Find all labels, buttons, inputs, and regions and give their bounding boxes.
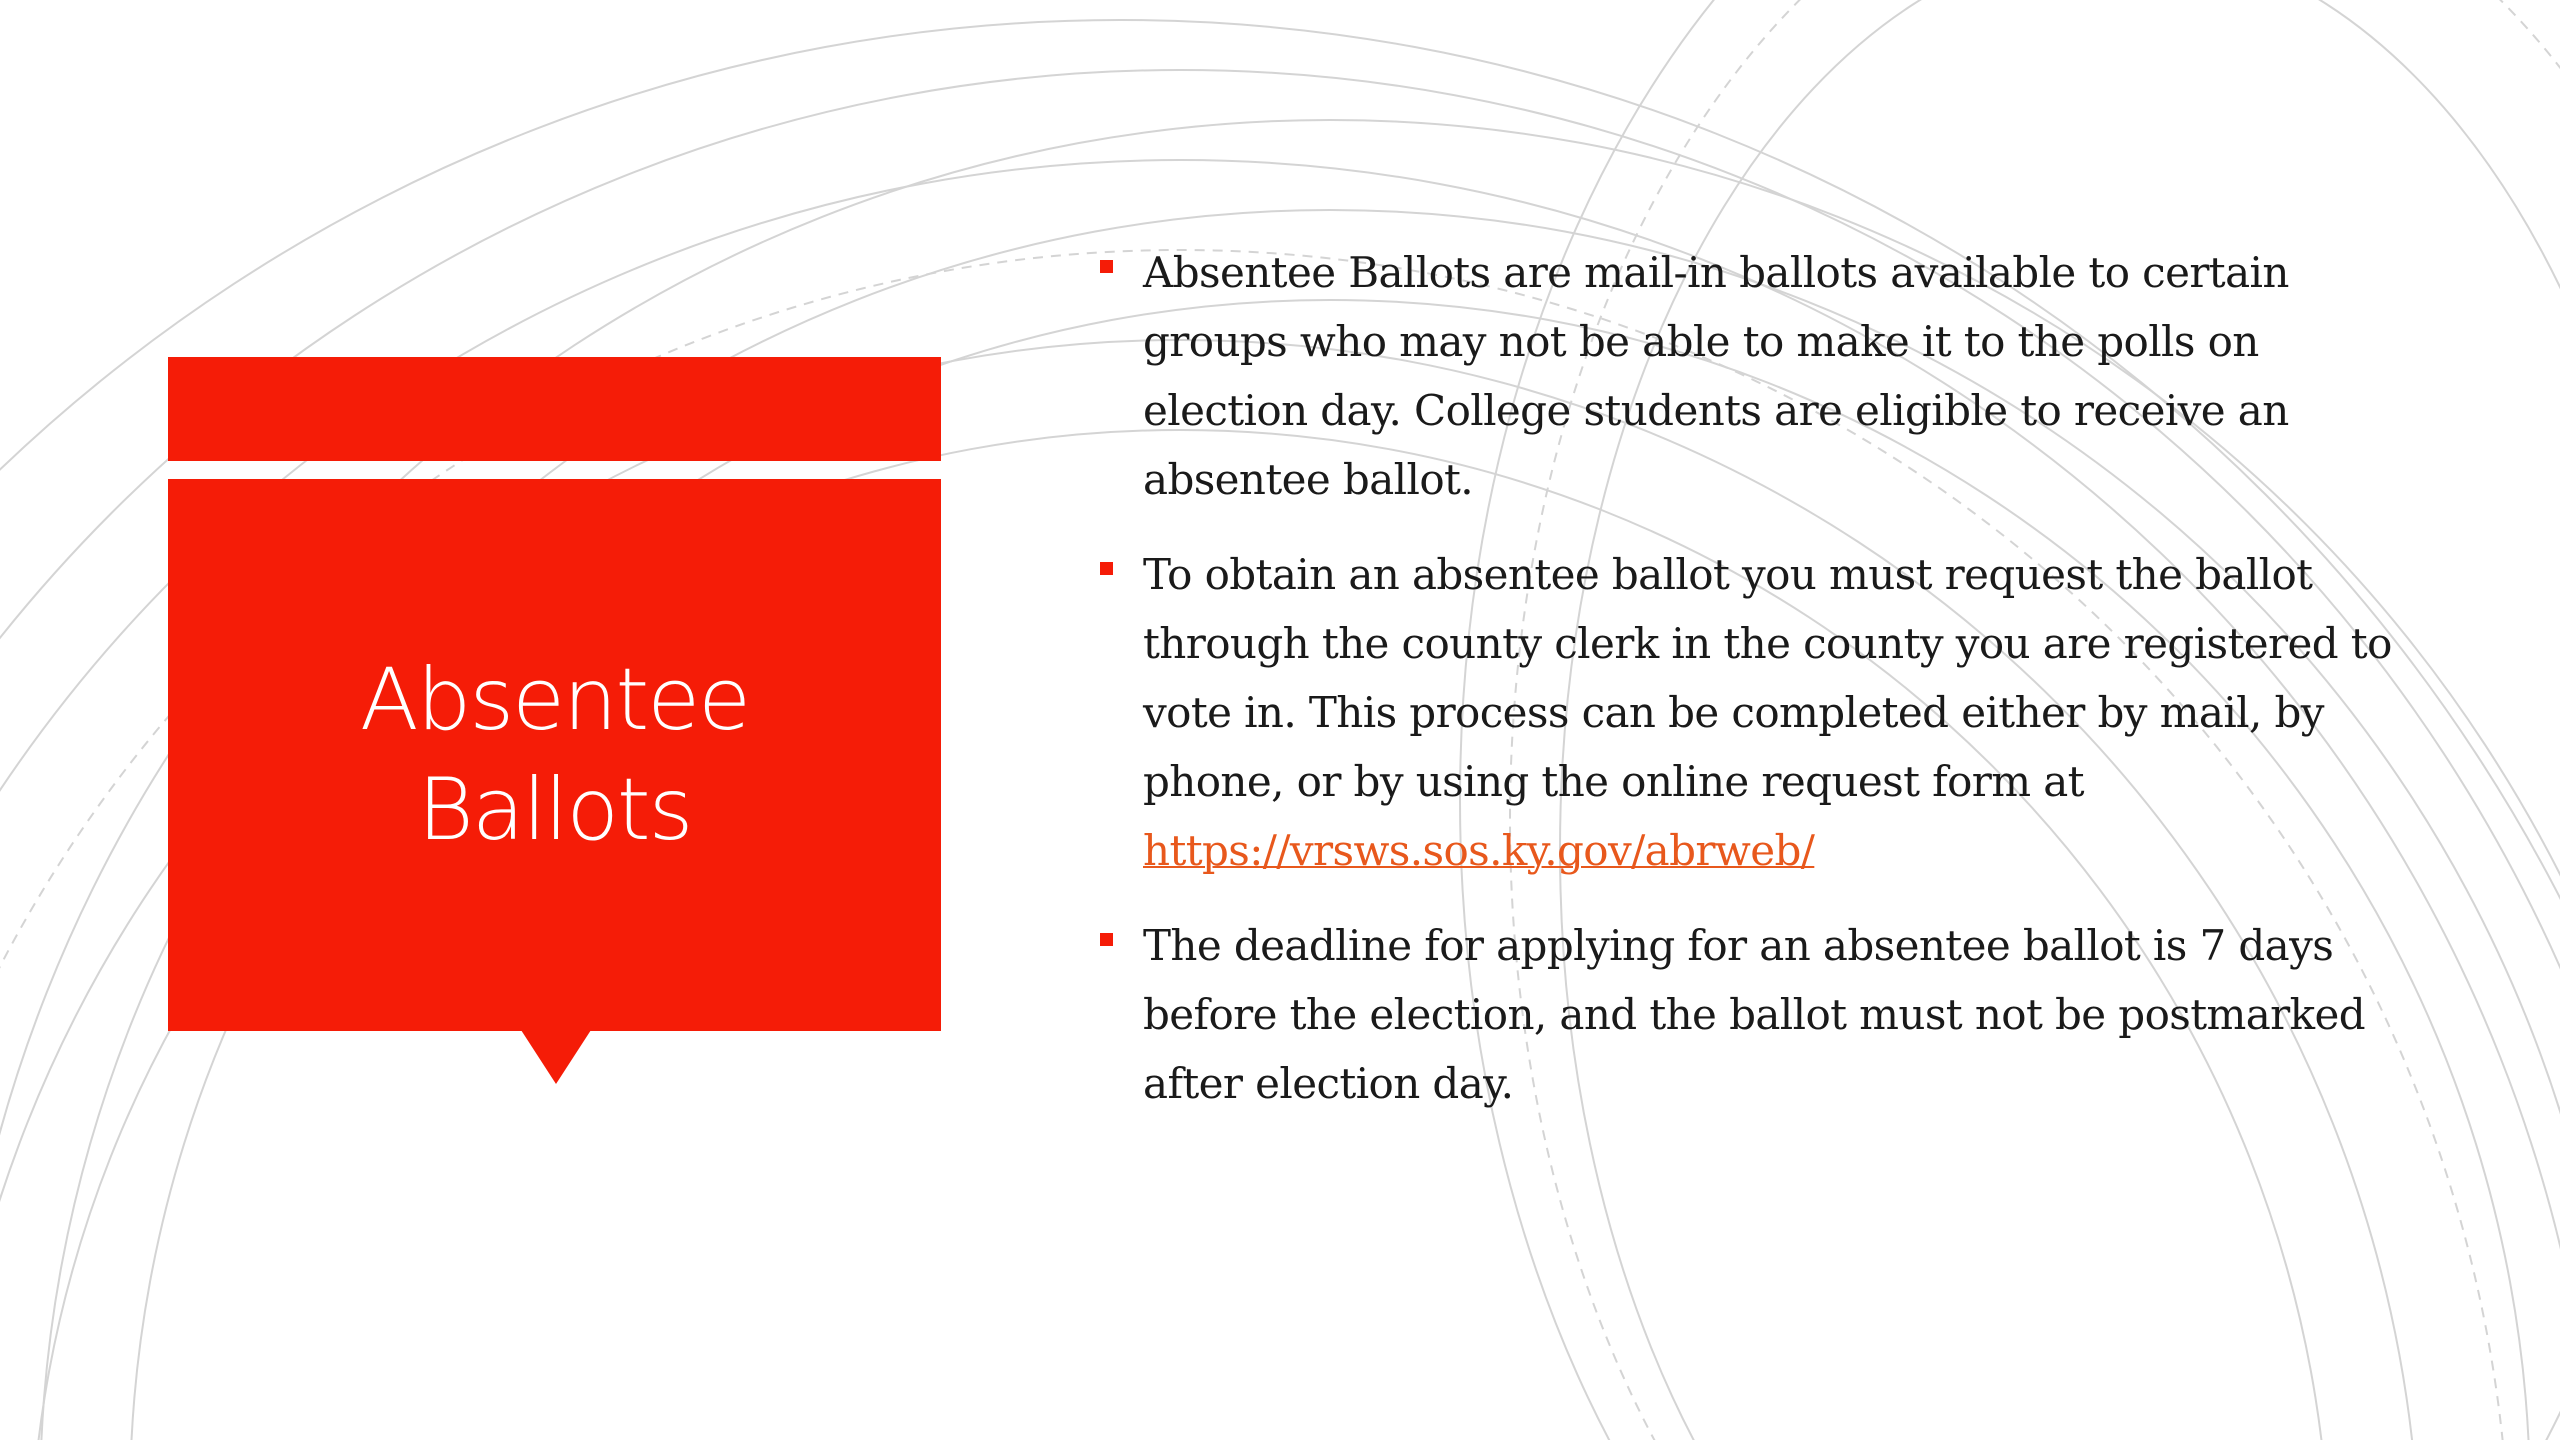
bullet-text: To obtain an absentee ballot you must request the ballot through the county clerk in the county you are registered to vote in. This process can be completed either by mail, by phone, or by using the online request form at — [1143, 550, 2392, 806]
title-accent-strip — [168, 357, 941, 461]
bullet-text: The deadline for applying for an absentee ballot is 7 days before the election, and the ballot must not be postmarked after election day. — [1143, 921, 2366, 1108]
bullet-square-icon — [1100, 933, 1113, 946]
bullet-item-2 — [1098, 540, 2428, 885]
bullet-square-icon — [1100, 260, 1113, 273]
absentee-request-link[interactable]: https://vrsws.sos.ky.gov/abrweb/ — [1143, 826, 1815, 875]
bullet-item-1 — [1098, 238, 2428, 514]
slide-title: Absentee Ballots — [359, 650, 750, 860]
title-callout-pointer — [521, 1030, 591, 1084]
bullet-square-icon — [1100, 562, 1113, 575]
bullet-list — [1098, 238, 2428, 1144]
bullet-item-3 — [1098, 911, 2428, 1118]
title-box — [168, 479, 941, 1031]
bullet-text: Absentee Ballots are mail-in ballots available to certain groups who may not be able to make it to the polls on election day. College students are eligible to receive an absentee ballot. — [1143, 248, 2289, 504]
